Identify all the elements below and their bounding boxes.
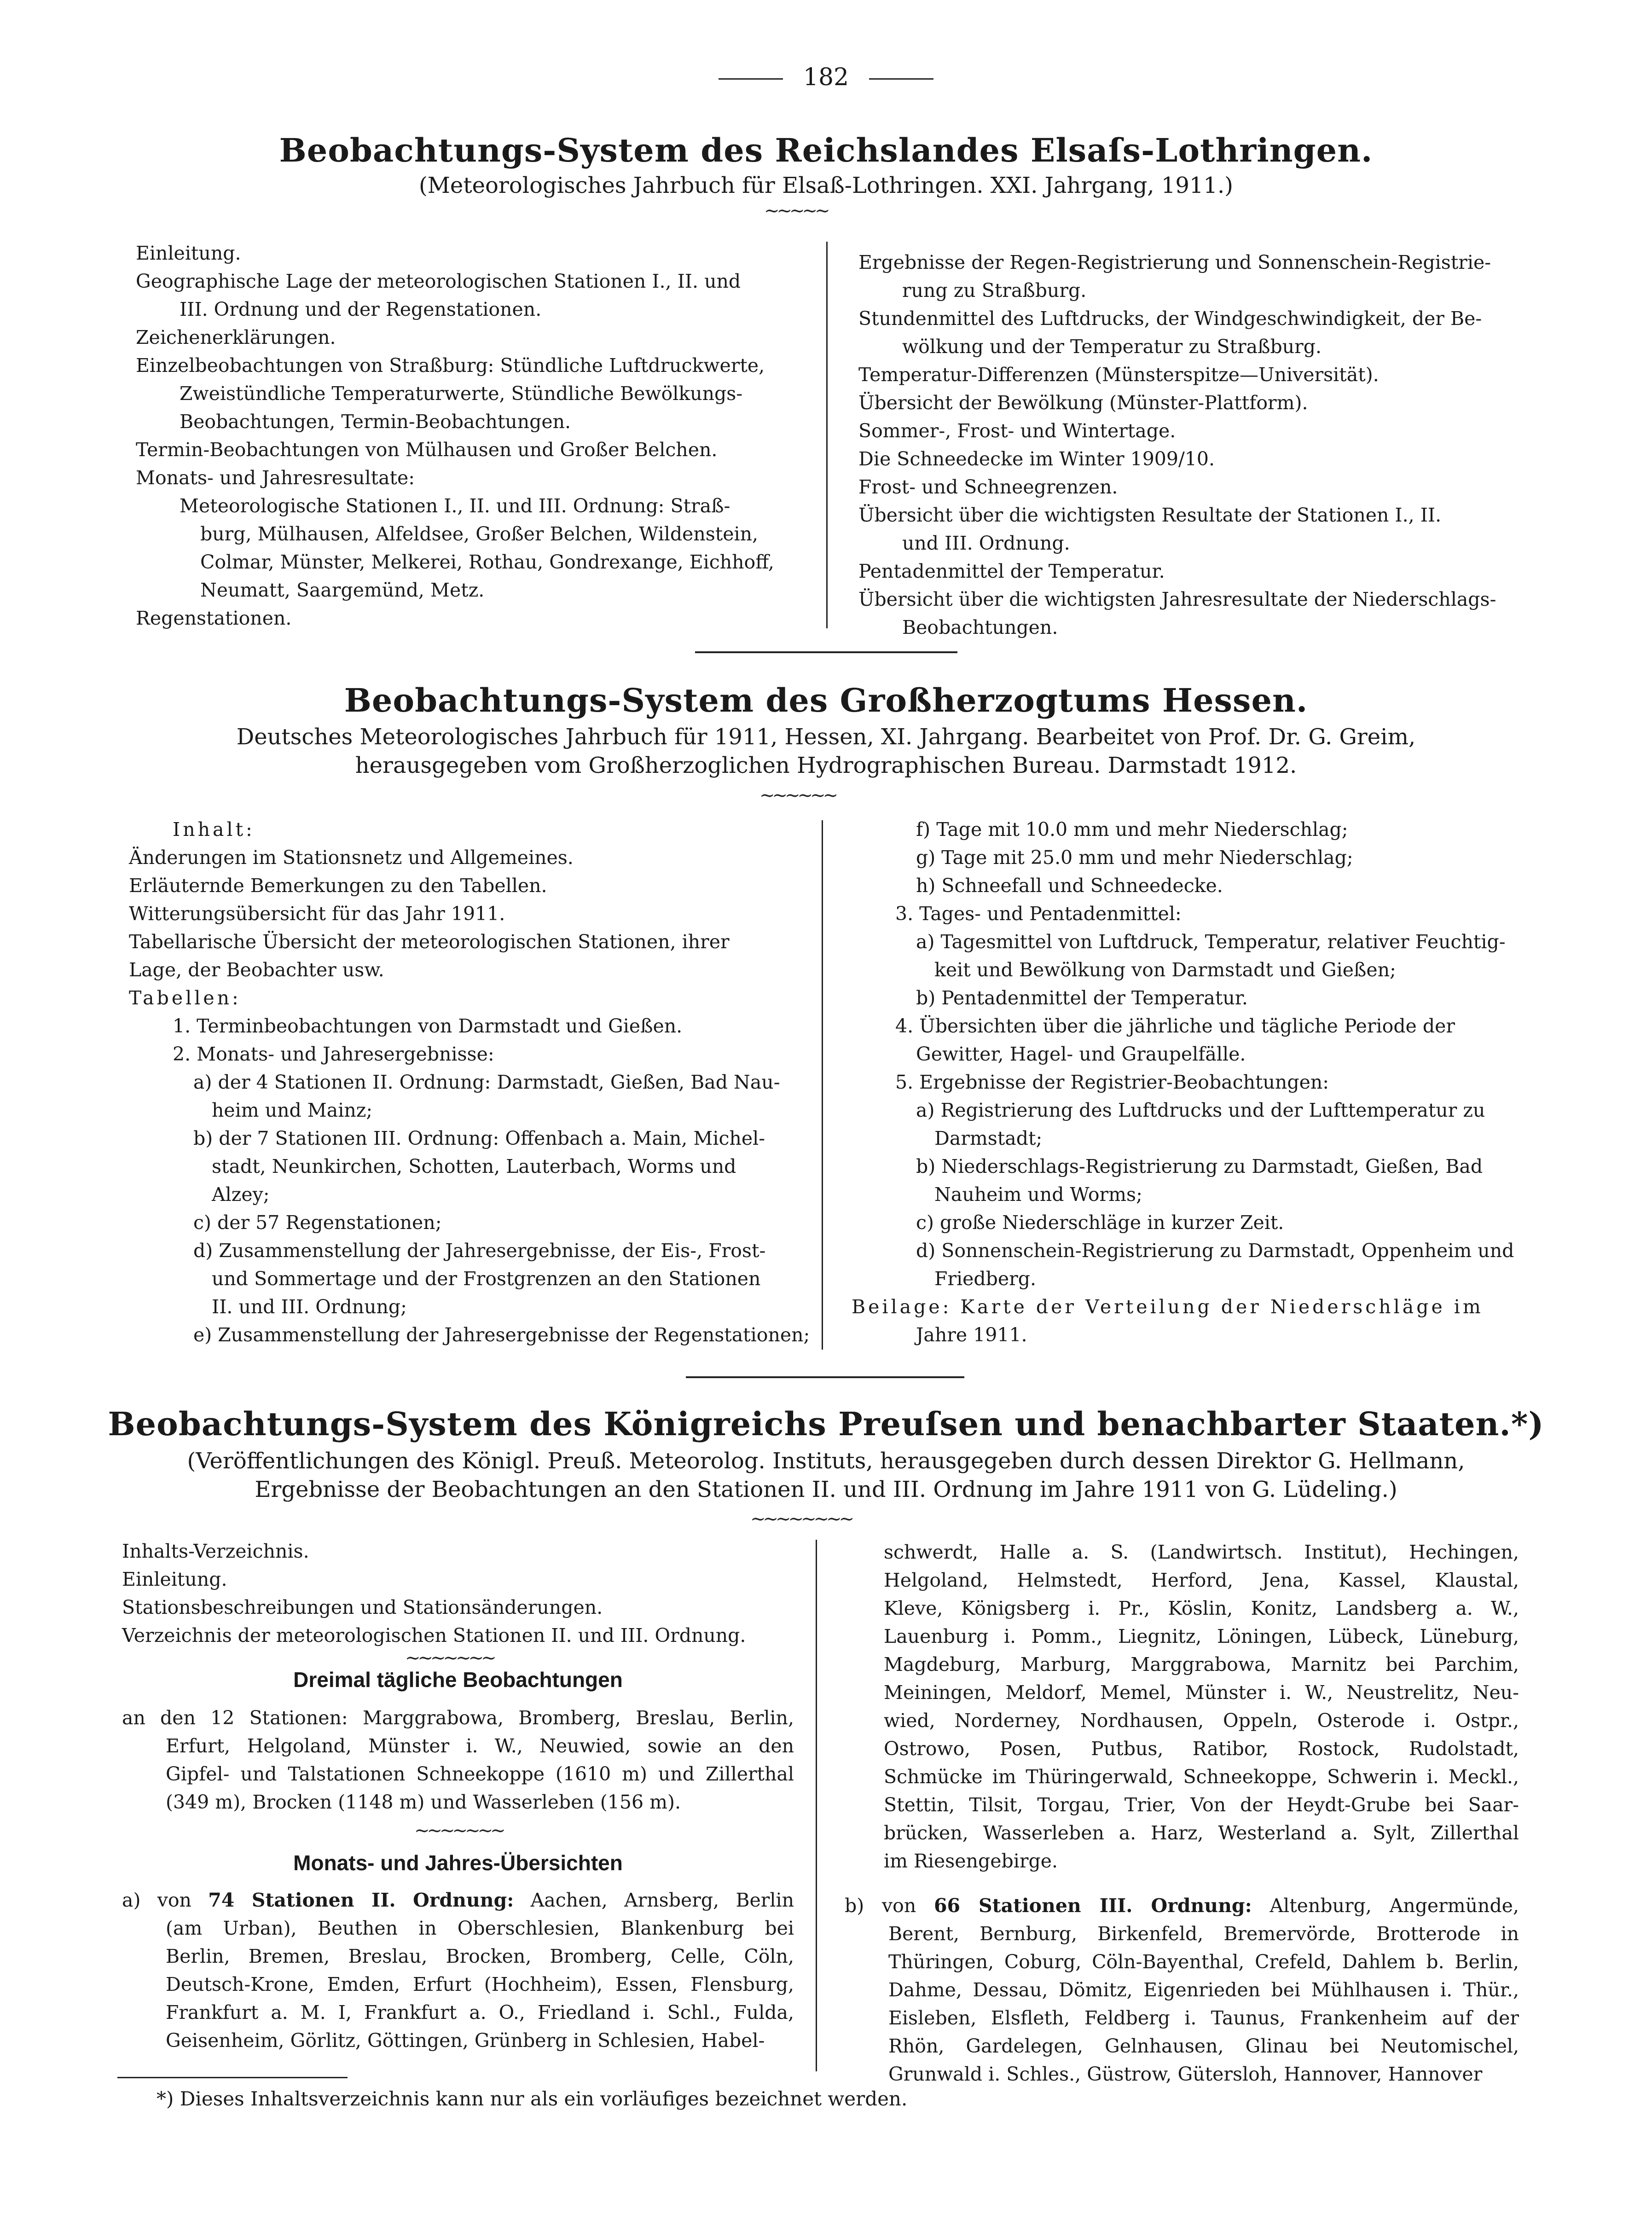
section-title-preussen: Beobachtungs-System des Königreichs Preuſsen und benachbarter Staaten.*) (108, 1405, 1544, 1443)
text-line: stadt, Neunkirchen, Schotten, Lauterbach, Worms und (212, 1155, 736, 1177)
text-line: Verzeichnis der meteorologischen Stationen II. und III. Ordnung. (122, 1624, 746, 1646)
text-line: Deutsch-Krone, Emden, Erfurt (Hochheim), Essen, Flensburg, (166, 1973, 794, 1995)
text-line: Übersicht der Bewölkung (Münster-Plattform). (858, 392, 1308, 414)
text-line: (am Urban), Beuthen in Oberschlesien, Blankenburg bei (166, 1917, 794, 1939)
text-line: Schmücke im Thüringerwald, Schneekoppe, Schwerin i. Meckl., (884, 1766, 1519, 1788)
text-line: 2. Monats- und Jahresergebnisse: (173, 1043, 494, 1065)
text-line: burg, Mülhausen, Alfeldsee, Großer Belchen, Wildenstein, (200, 523, 759, 545)
section-subtitle-elsass: (Meteorologisches Jahrbuch für Elsaß-Lothringen. XXI. Jahrgang, 1911.) (419, 173, 1233, 198)
text-line: 4. Übersichten über die jährliche und tägliche Periode der (895, 1015, 1455, 1037)
text-line: Stationsbeschreibungen und Stationsänderungen. (122, 1596, 603, 1618)
section-title-hessen: Beobachtungs-System des Großherzogtums Hessen. (344, 681, 1308, 719)
text-line: Änderungen im Stationsnetz und Allgemeines. (129, 846, 574, 869)
text-line: Darmstadt; (934, 1127, 1043, 1149)
toc-column-left-preussen (122, 1537, 794, 1650)
wave-ornament: ∼∼∼∼∼∼∼ (405, 1647, 494, 1669)
text-line: Erläuternde Bemerkungen zu den Tabellen. (129, 875, 547, 897)
page-number-dash-left (719, 78, 783, 80)
text-line: Einleitung. (122, 1568, 227, 1590)
text-line: heim und Mainz; (212, 1099, 373, 1121)
text-line: Colmar, Münster, Melkerei, Rothau, Gondrexange, Eichhoff, (200, 551, 774, 573)
text-line: Lauenburg i. Pomm., Liegnitz, Löningen, Lübeck, Lüneburg, (884, 1625, 1519, 1647)
text-line: Jahre 1911. (916, 1324, 1027, 1346)
section-divider (686, 1376, 964, 1378)
text-line: Stundenmittel des Luftdrucks, der Windgeschwindigkeit, der Be- (858, 307, 1482, 330)
text-line: und III. Ordnung. (902, 532, 1070, 554)
toc-column-left-hessen (129, 816, 810, 1349)
text-line: Kleve, Königsberg i. Pr., Köslin, Konitz, Landsberg a. W., (884, 1597, 1519, 1619)
text-line: (349 m), Brocken (1148 m) und Wasserleben (156 m). (166, 1791, 681, 1813)
wave-ornament: ∼∼∼∼∼∼∼ (414, 1820, 503, 1841)
text-line: Beilage: Karte der Verteilung der Niederschläge im (852, 1296, 1484, 1318)
text-line: III. Ordnung und der Regenstationen. (180, 298, 542, 320)
text-line: Lage, der Beobachter usw. (129, 959, 384, 981)
toc-column-right-hessen (852, 816, 1519, 1349)
section-subtitle-preussen-2: Ergebnisse der Beobachtungen an den Stationen II. und III. Ordnung im Jahre 1911 von G. Lüdeling.) (255, 1477, 1397, 1502)
text-line: Tabellarische Übersicht der meteorologischen Stationen, ihrer (129, 931, 730, 953)
text-line: Gipfel- und Talstationen Schneekoppe (1610 m) und Zillerthal (166, 1763, 794, 1785)
text-line: Übersicht über die wichtigsten Jahresresultate der Niederschlags- (858, 588, 1496, 610)
text-line: Regenstationen. (136, 607, 292, 629)
text-line: Frost- und Schneegrenzen. (858, 476, 1118, 498)
text-line: Magdeburg, Marburg, Marggrabowa, Marnitz bei Parchim, (884, 1653, 1519, 1675)
text-line: Eisleben, Elsfleth, Feldberg i. Taunus, Frankenheim auf der (888, 2007, 1519, 2029)
text-line: Erfurt, Helgoland, Münster i. W., Neuwied, sowie an den (166, 1735, 794, 1757)
text-line: Friedberg. (934, 1268, 1037, 1290)
column-divider (822, 820, 823, 1350)
section-subtitle-preussen-1: (Veröffentlichungen des Königl. Preuß. Meteorolog. Instituts, herausgegeben durch dessen Direktor G. Hellmann, (187, 1448, 1465, 1474)
toc-column-right-elsass (858, 249, 1517, 642)
text-line: II. und III. Ordnung; (212, 1296, 407, 1318)
text-line: Berlin, Bremen, Breslau, Brocken, Bromberg, Celle, Cöln, (166, 1945, 794, 1967)
dreimal-paragraph (122, 1704, 794, 1816)
text-line: und Sommertage und der Frostgrenzen an den Stationen (212, 1268, 761, 1290)
text-line: keit und Bewölkung von Darmstadt und Gießen; (934, 959, 1396, 981)
text-line: b) Pentadenmittel der Temperatur. (916, 987, 1248, 1009)
section-subtitle-hessen-1: Deutsches Meteorologisches Jahrbuch für 1911, Hessen, XI. Jahrgang. Bearbeitet von Prof. Dr. G. Greim, (236, 724, 1416, 750)
text-line: e) Zusammenstellung der Jahresergebnisse der Regenstationen; (193, 1324, 810, 1346)
text-line: Einleitung. (136, 242, 241, 264)
page-number-dash-right (869, 78, 933, 80)
text-line: Termin-Beobachtungen von Mülhausen und Großer Belchen. (136, 439, 718, 461)
text-line: Grunwald i. Schles., Güstrow, Gütersloh, Hannover, Hannover (888, 2063, 1483, 2085)
text-line: wied, Norderney, Nordhausen, Oppeln, Osterode i. Ostpr., (884, 1710, 1519, 1732)
wave-ornament: ∼∼∼∼∼ (764, 200, 828, 221)
toc-column-right-preussen (884, 1538, 1519, 1875)
text-line: Zeichenerklärungen. (136, 326, 336, 348)
text-line: Einzelbeobachtungen von Straßburg: Stündliche Luftdruckwerte, (136, 354, 765, 377)
text-line: Temperatur-Differenzen (Münsterspitze—Universität). (858, 364, 1379, 386)
text-line: im Riesengebirge. (884, 1850, 1058, 1872)
text-line: Sommer-, Frost- und Wintertage. (858, 420, 1176, 442)
wave-ornament: ∼∼∼∼∼∼∼∼ (750, 1508, 852, 1530)
text-line: Beobachtungen. (902, 616, 1058, 638)
subheading-dreimal: Dreimal tägliche Beobachtungen (293, 1668, 623, 1692)
text-line: brücken, Wasserleben a. Harz, Westerland a. Sylt, Zillerthal (884, 1822, 1519, 1844)
text-line: Inhalts-Verzeichnis. (122, 1540, 309, 1562)
subheading-monats: Monats- und Jahres-Übersichten (293, 1851, 623, 1875)
text-line: Nauheim und Worms; (934, 1183, 1142, 1206)
text-line: h) Schneefall und Schneedecke. (916, 875, 1223, 897)
text-line: Tabellen: (129, 987, 241, 1009)
text-line: Pentadenmittel der Temperatur. (858, 560, 1165, 582)
text-line: Ostrowo, Posen, Putbus, Ratibor, Rostock, Rudolstadt, (884, 1738, 1519, 1760)
text-line: Meteorologische Stationen I., II. und III. Ordnung: Straß- (180, 495, 730, 517)
text-line: Helgoland, Helmstedt, Herford, Jena, Kassel, Klaustal, (884, 1569, 1519, 1591)
text-line: a) der 4 Stationen II. Ordnung: Darmstadt, Gießen, Bad Nau- (193, 1071, 780, 1093)
text-line: c) große Niederschläge in kurzer Zeit. (916, 1212, 1284, 1234)
text-line: 5. Ergebnisse der Registrier-Beobachtungen: (895, 1071, 1329, 1093)
footnote: *) Dieses Inhaltsverzeichnis kann nur als ein vorläufiges bezeichnet werden. (157, 2087, 908, 2110)
list-item-stationen-iii: b) von 66 Stationen III. Ordnung: Altenburg, Angermünde, Berent, Bernburg, Birkenfeld, Bremervörde, Brotterode in Thüringen, Coburg, Cöln-Bayenthal, Crefeld, Dahlem b. Berlin, Dahme, Dessau, Dömitz, Eigenrieden bei Mühlhausen i. Thür., Eisleben, Elsfleth, Feldberg i. Taunus, Frankenheim auf der Rhön, Gardelegen, Gelnhausen, Glinau bei Neutomischel, Grunwald i. Schles., Güstrow, Gütersloh, Hannover, Hannover (845, 1892, 1519, 2088)
text-line: Frankfurt a. M. I, Frankfurt a. O., Friedland i. Schl., Fulda, (166, 2001, 794, 2023)
text-line: rung zu Straßburg. (902, 279, 1087, 301)
text-line: b) der 7 Stationen III. Ordnung: Offenbach a. Main, Michel- (193, 1127, 765, 1149)
column-divider (826, 242, 828, 628)
text-line: Dahme, Dessau, Dömitz, Eigenrieden bei Mühlhausen i. Thür., (888, 1979, 1519, 2001)
text-line: Rhön, Gardelegen, Gelnhausen, Glinau bei Neutomischel, (888, 2035, 1519, 2057)
text-line: a) Registrierung des Luftdrucks und der Lufttemperatur zu (916, 1099, 1485, 1121)
text-line: Gewitter, Hagel- und Graupelfälle. (916, 1043, 1246, 1065)
text-line: Neumatt, Saargemünd, Metz. (200, 579, 485, 601)
text-line: Übersicht über die wichtigsten Resultate der Stationen I., II. (858, 504, 1442, 526)
text-line: Zweistündliche Temperaturwerte, Stündliche Bewölkungs- (180, 383, 743, 405)
page-number: 182 (0, 64, 1652, 91)
text-line: wölkung und der Temperatur zu Straßburg. (902, 336, 1322, 358)
text-line: g) Tage mit 25.0 mm und mehr Niederschlag; (916, 846, 1353, 869)
list-item-stationen-ii: a) von 74 Stationen II. Ordnung: Aachen, Arnsberg, Berlin (am Urban), Beuthen in Oberschlesien, Blankenburg bei Berlin, Bremen, Breslau, Brocken, Bromberg, Celle, Cöln, Deutsch-Krone, Emden, Erfurt (Hochheim), Essen, Flensburg, Frankfurt a. M. I, Frankfurt a. O., Friedland i. Schl., Fulda, Geisenheim, Görlitz, Göttingen, Grünberg in Schlesien, Habel- (122, 1886, 794, 2055)
text-line: d) Zusammenstellung der Jahresergebnisse, der Eis-, Frost- (193, 1240, 766, 1262)
text-line: Die Schneedecke im Winter 1909/10. (858, 448, 1215, 470)
text-line: Thüringen, Coburg, Cöln-Bayenthal, Crefeld, Dahlem b. Berlin, (888, 1951, 1519, 1973)
text-line: Beobachtungen, Termin-Beobachtungen. (180, 411, 571, 433)
text-line: Witterungsübersicht für das Jahr 1911. (129, 903, 505, 925)
footnote-rule (117, 2077, 348, 2078)
text-line: Inhalt: (173, 818, 255, 841)
wave-ornament: ∼∼∼∼∼∼ (759, 785, 836, 806)
section-title-elsass: Beobachtungs-System des Reichslandes Elsaſs-Lothringen. (279, 131, 1373, 169)
section-subtitle-hessen-2: herausgegeben vom Großherzoglichen Hydrographischen Bureau. Darmstadt 1912. (355, 753, 1297, 778)
text-line: 1. Terminbeobachtungen von Darmstadt und Gießen. (173, 1015, 683, 1037)
text-line: Stettin, Tilsit, Torgau, Trier, Von der Heydt-Grube bei Saar- (884, 1794, 1519, 1816)
section-divider (695, 651, 957, 653)
text-line: b) Niederschlags-Registrierung zu Darmstadt, Gießen, Bad (916, 1155, 1483, 1177)
text-line: an den 12 Stationen: Marggrabowa, Bromberg, Breslau, Berlin, (122, 1707, 794, 1729)
text-line: Meiningen, Meldorf, Memel, Münster i. W., Neustrelitz, Neu- (884, 1681, 1519, 1704)
text-line: Geographische Lage der meteorologischen Stationen I., II. und (136, 270, 741, 292)
text-line: Berent, Bernburg, Birkenfeld, Bremervörde, Brotterode in (888, 1923, 1519, 1945)
text-line: Ergebnisse der Regen-Registrierung und Sonnenschein-Registrie- (858, 251, 1491, 273)
text-line: f) Tage mit 10.0 mm und mehr Niederschlag; (916, 818, 1348, 841)
text-line: 3. Tages- und Pentadenmittel: (895, 903, 1182, 925)
column-divider (816, 1540, 817, 2071)
text-line: c) der 57 Regenstationen; (193, 1212, 442, 1234)
text-line: a) Tagesmittel von Luftdruck, Temperatur, relativer Feuchtig- (916, 931, 1506, 953)
text-line: Monats- und Jahresresultate: (136, 467, 415, 489)
text-line: schwerdt, Halle a. S. (Landwirtsch. Institut), Hechingen, (884, 1541, 1519, 1563)
text-line: Geisenheim, Görlitz, Göttingen, Grünberg in Schlesien, Habel- (166, 2029, 765, 2052)
toc-column-left-elsass (136, 239, 789, 632)
text-line: d) Sonnenschein-Registrierung zu Darmstadt, Oppenheim und (916, 1240, 1514, 1262)
text-line: Alzey; (212, 1183, 270, 1206)
